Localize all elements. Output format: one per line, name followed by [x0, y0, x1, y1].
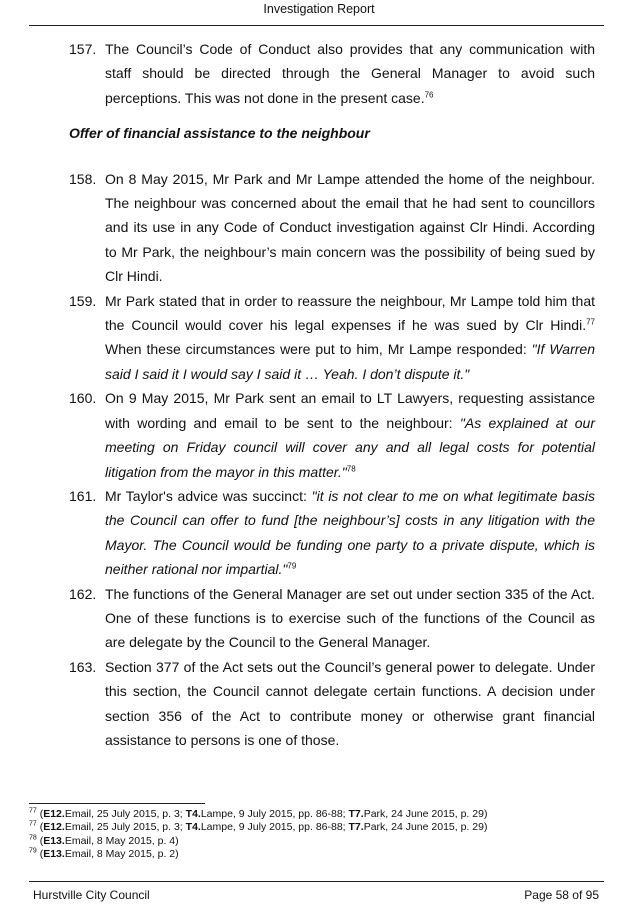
paragraph-text: On 9 May 2015, Mr Park sent an email to LT Lawyers, requesting assistance with wording and email to be sent to the neighbour: "As explained at our meeting on Friday council will cover any and all legal costs for potential litigation from the mayor in this matter."$^{78}$ [105, 390, 595, 480]
paragraph-161 [69, 484, 595, 582]
footnote: $^{77}$ (E12.Email, 25 July 2015, p. 3; T4.Lampe, 9 July 2015, pp. 86-88; T7.Park, 24 June 2015, p. 29) [29, 807, 488, 820]
paragraph-text: The functions of the General Manager are set out under section 335 of the Act. One of these functions is to exercise such of the functions of the Council as are delegate by the Council to the General Manager. [105, 585, 595, 651]
paragraph-text: The Council’s Code of Conduct also provides that any communication with staff should be directed through the General Manager to avoid such perceptions. This was not done in the present case.$^{76}$ [105, 41, 595, 106]
section-heading: Offer of financial assistance to the neighbour [69, 125, 370, 142]
paragraph-159 [69, 289, 595, 387]
footnote-rule [29, 803, 205, 804]
footnotes [29, 808, 609, 861]
paragraph-163 [69, 655, 595, 753]
paragraph-number: 158. [69, 170, 97, 187]
page-header: Investigation Report [263, 2, 375, 16]
paragraph-number: 159. [69, 292, 97, 309]
paragraph-text: On 8 May 2015, Mr Park and Mr Lampe attended the home of the neighbour. The neighbour was concerned about the email that he had sent to councillors and its use in any Code of Conduct investigation against Clr Hindi. According to Mr Park, the neighbour’s main concern was the possibility of being sued by Clr Hindi. [105, 170, 595, 285]
footer-organisation: Hurstville City Council [33, 888, 150, 902]
paragraph-157 [69, 37, 595, 110]
paragraph-text: Mr Taylor's advice was succinct: "it is not clear to me on what legitimate basis the Council can offer to fund [the neighbour’s] costs in any litigation with the Mayor. The Council would be funding one party to a private dispute, which is neither rational nor impartial."$^{79}$ [105, 487, 595, 578]
page-number: Page 58 of 95 [524, 888, 599, 902]
paragraph-number: 157. [69, 41, 97, 57]
paragraph-text: Mr Park stated that in order to reassure the neighbour, Mr Lampe told him that the Council would cover his legal expenses if he was sued by Clr Hindi.$^{77}$ When these circumstances were put to him, Mr Lampe responded: "If Warren said I said it I would say I said it … Yeah. I don’t dispute it." [105, 292, 595, 382]
paragraph-number: 163. [69, 658, 97, 675]
footnote: $^{79}$ (E13.Email, 8 May 2015, p. 2) [29, 847, 179, 860]
report-body [69, 37, 595, 752]
footnote: $^{78}$ (E13.Email, 8 May 2015, p. 4) [29, 834, 179, 847]
header-rule [29, 25, 604, 26]
paragraph-number: 160. [69, 390, 97, 407]
paragraph-number: 162. [69, 585, 97, 602]
paragraph-number: 161. [69, 487, 97, 504]
footer-rule [29, 881, 604, 882]
paragraph-162 [69, 582, 595, 655]
paragraph-text: Section 377 of the Act sets out the Council’s general power to delegate. Under this section, the Council cannot delegate certain functions. A decision under section 356 of the Act to contribute money or otherwise grant financial assistance to persons is one of those. [105, 658, 595, 748]
paragraph-158 [69, 167, 595, 289]
footnote: $^{77}$ (E12.Email, 25 July 2015, p. 3; T4.Lampe, 9 July 2015, pp. 86-88; T7.Park, 24 June 2015, p. 29) [29, 820, 488, 834]
paragraph-160 [69, 386, 595, 484]
page-footer [33, 888, 599, 902]
